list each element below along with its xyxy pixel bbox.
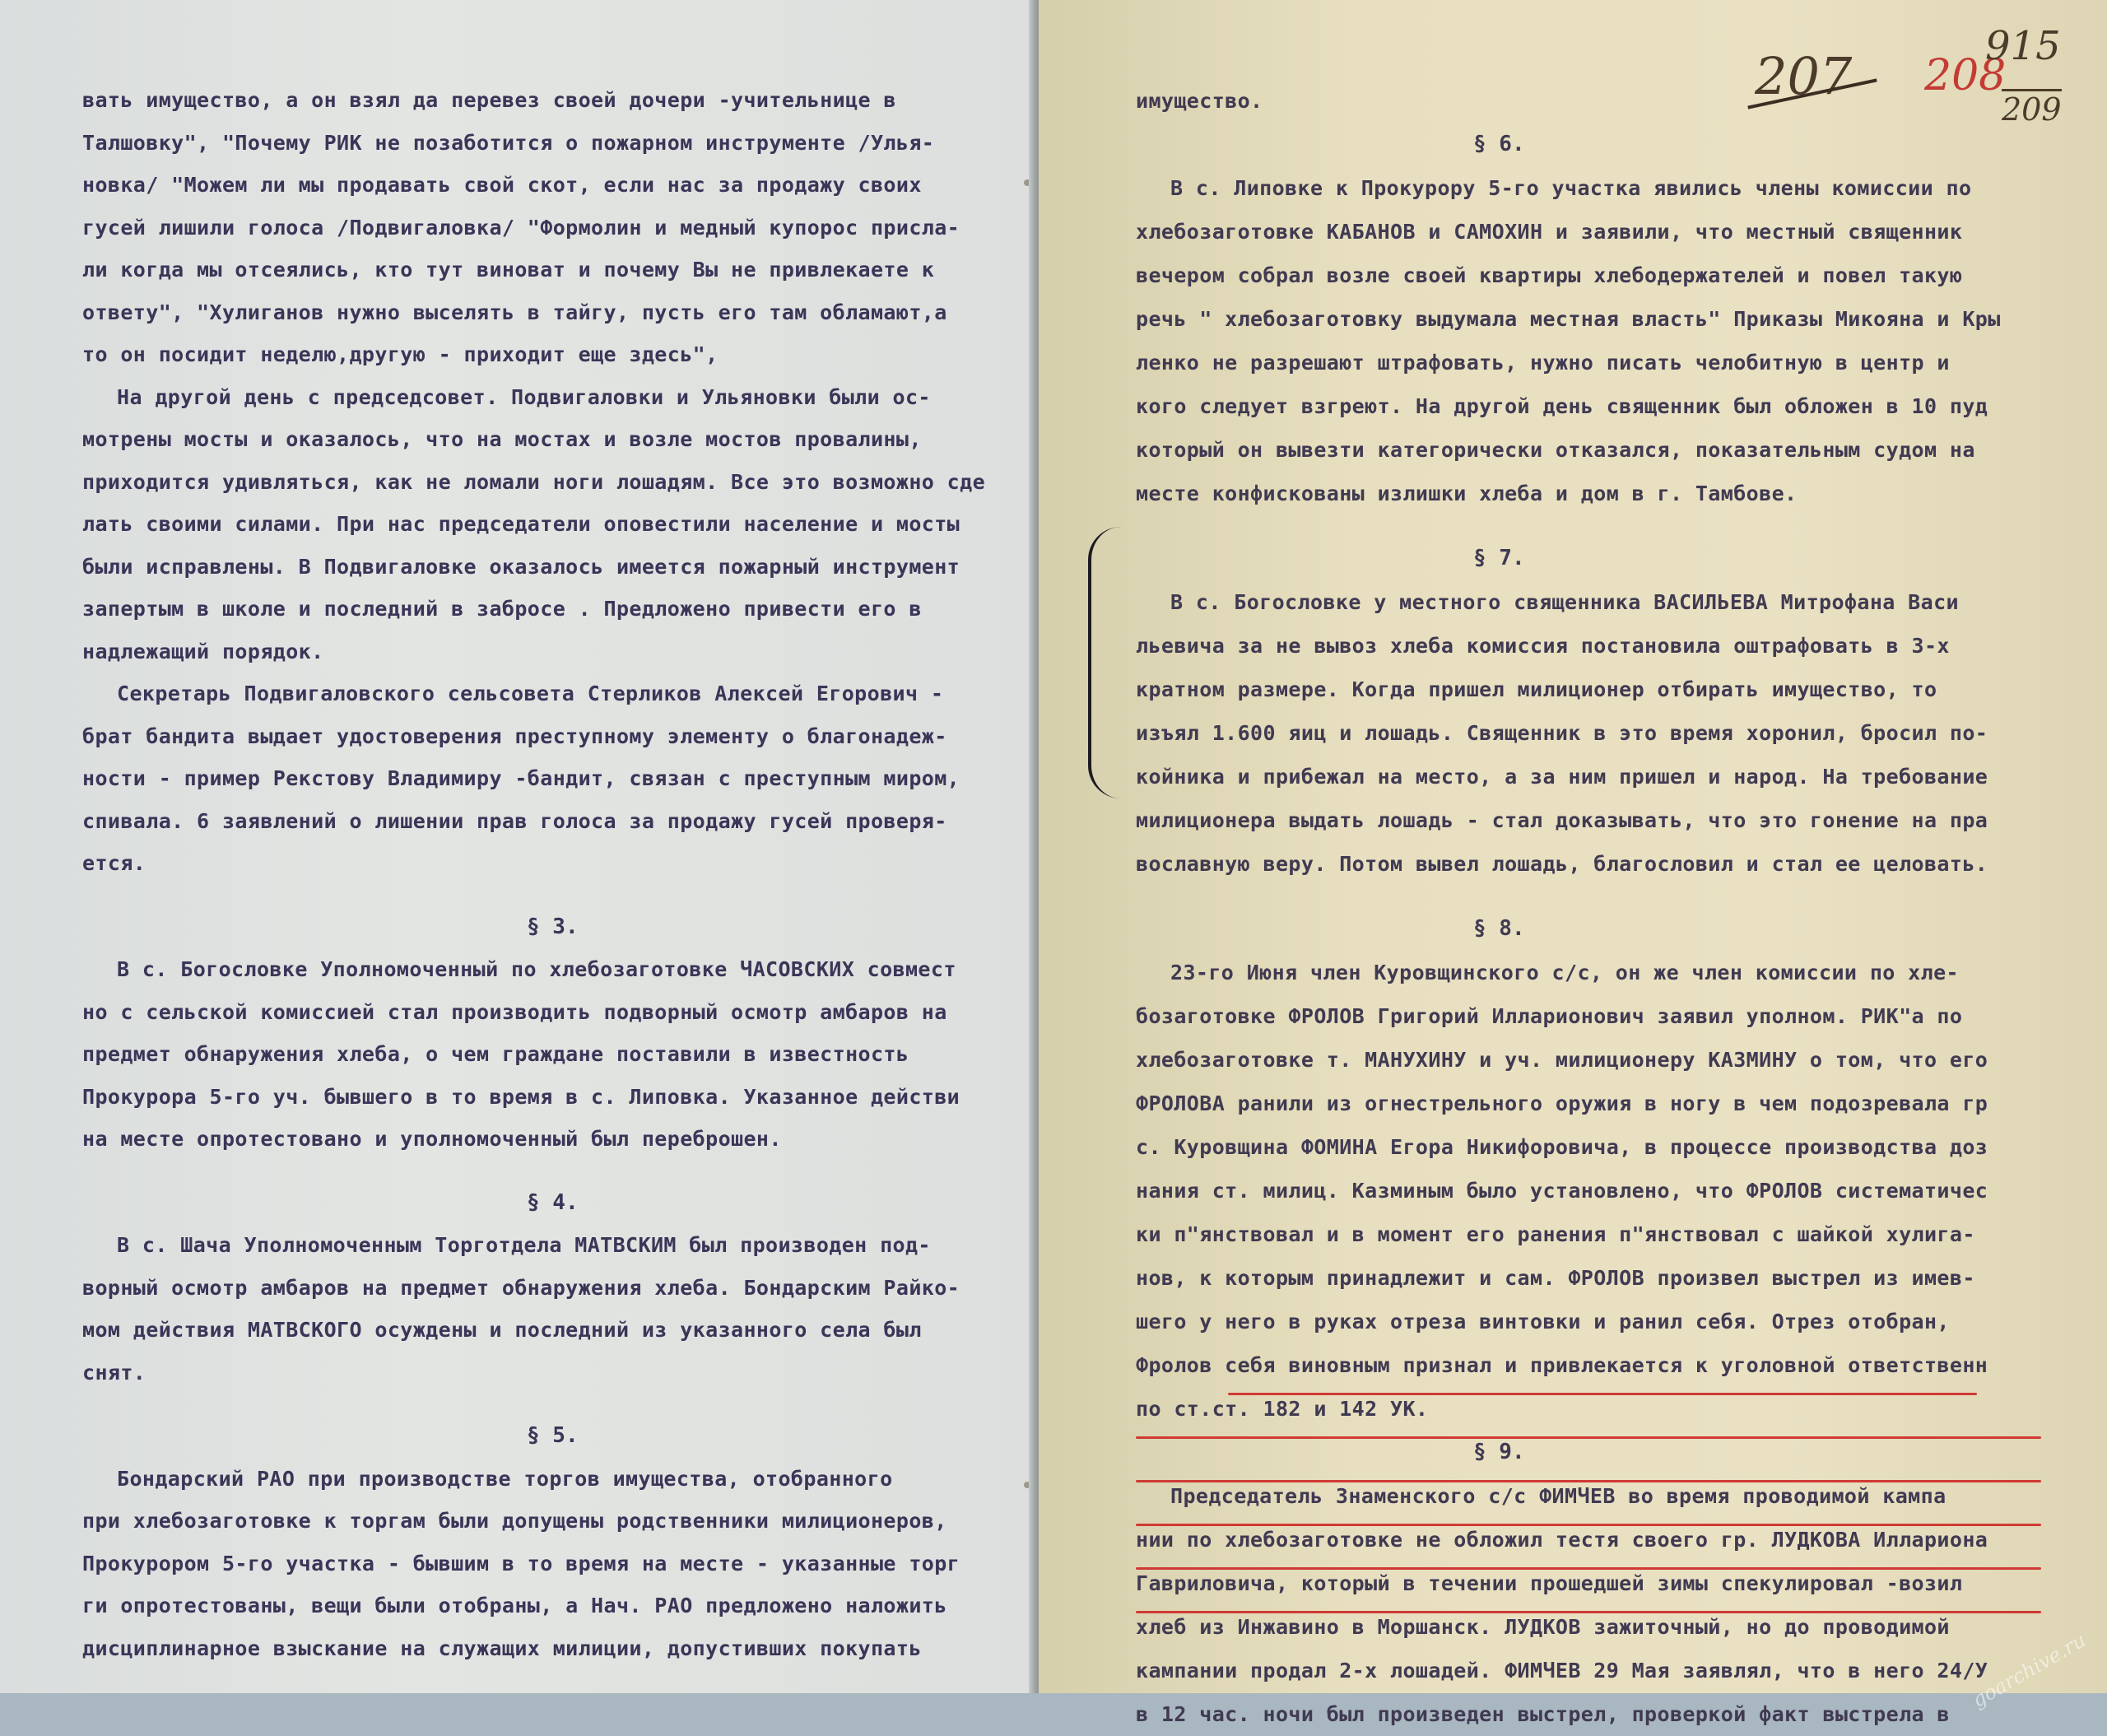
- text-line: В с. Липовке к Прокурору 5-го участка явились члены комиссии по: [1170, 176, 1972, 200]
- red-underline: [1136, 1567, 2041, 1570]
- text-line: 23-го Июня член Куровщинского с/с, он же член комиссии по хле-: [1170, 961, 1959, 984]
- text-line: милиционера выдать лошадь - стал доказывать, что это гонение на пра: [1136, 808, 1988, 832]
- text-line: В с. Шача Уполномоченным Торготдела МАТВСКИМ был производен под-: [117, 1233, 931, 1257]
- text-line: имущество.: [1136, 89, 1263, 113]
- text-line: льевича за не вывоз хлеба комиссия постановила оштрафовать в 3-х: [1136, 634, 1950, 658]
- text-line: запертым в школе и последний в забросе . Предложено привести его в: [82, 597, 922, 621]
- text-line: хлебозаготовке т. МАНУХИНУ и уч. милиционеру КАЗМИНУ о том, что его: [1136, 1048, 1988, 1072]
- text-line: надлежащий порядок.: [82, 639, 324, 663]
- text-line: бозаготовке ФРОЛОВ Григорий Илларионович заявил уполном. РИК"а по: [1136, 1004, 1963, 1028]
- text-line: Секретарь Подвигаловского сельсовета Стерликов Алексей Егорович -: [117, 682, 944, 705]
- text-line: кампании продал 2-х лошадей. ФИМЧЕВ 29 Мая заявлял, что в него 24/У: [1136, 1659, 1988, 1682]
- text-line: ленко не разрешают штрафовать, нужно писать челобитную в центр и: [1136, 351, 1950, 375]
- text-line: ФРОЛОВА ранили из огнестрельного оружия в ногу в чем подозревала гр: [1136, 1091, 1988, 1115]
- text-line: гусей лишили голоса /Подвигаловка/ "Формолин и медный купорос присла-: [82, 215, 960, 240]
- text-line: ки п"янствовал и в момент его ранения п"янствовал с шайкой хулига-: [1136, 1222, 1975, 1246]
- text-line: Прокурором 5-го участка - бывшим в то время на месте - указанные торг: [82, 1551, 960, 1575]
- text-line: по ст.ст. 182 и 142 УК.: [1136, 1397, 1429, 1421]
- right-page: [1039, 0, 2107, 1726]
- right-page-text: [1136, 79, 2074, 1736]
- archive-number-top: 915: [1985, 23, 2061, 69]
- margin-bracket-mark: [1088, 527, 1124, 798]
- archive-number-crossed: 207: [1755, 46, 1853, 106]
- archive-number-fraction: 209: [2002, 89, 2062, 128]
- text-line: дисциплинарное взыскание на служащих милиции, допустивших покупать: [82, 1636, 922, 1660]
- text-line: шего у него в руках отреза винтовки и ранил себя. Отрез отобран,: [1136, 1310, 1950, 1333]
- section-heading-4: § 4.: [527, 1189, 579, 1215]
- red-underline: [1136, 1436, 2041, 1439]
- text-line: койника и прибежал на место, а за ним пришел и народ. На требование: [1136, 765, 1988, 789]
- text-line: В с. Богословке у местного священника ВАСИЛЬЕВА Митрофана Васи: [1170, 590, 1959, 614]
- red-underline: [1228, 1393, 1977, 1395]
- text-line: вечером собрал возле своей квартиры хлебодержателей и повел такую: [1136, 263, 1963, 287]
- archive-number-red: 208: [1924, 51, 2007, 100]
- text-line: хлеб из Инжавино в Моршанск. ЛУДКОВ зажиточный, но до проводимой: [1136, 1615, 1950, 1639]
- spacer: [1136, 886, 2074, 907]
- text-line: вать имущество, а он взял да перевез своей дочери -учительнице в: [82, 88, 896, 112]
- left-page-text: [82, 79, 1002, 1669]
- text-line: изъял 1.600 яиц и лошадь. Священник в это время хоронил, бросил по-: [1136, 721, 1988, 745]
- text-line: Фролов себя виновным признал и привлекается к уголовной ответственн: [1136, 1353, 1988, 1377]
- text-line: то он посидит неделю,другую - приходит еще здесь",: [82, 342, 719, 366]
- text-line: Прокурора 5-го уч. бывшего в то время в с. Липовка. Указанное действи: [82, 1084, 960, 1109]
- watermark: goarchive.ru: [1967, 1628, 2090, 1712]
- text-line: снят.: [82, 1360, 147, 1385]
- spacer: [1136, 515, 2074, 537]
- text-line: ответу", "Хулиганов нужно выселять в тайгу, пусть его там обламают,а: [82, 300, 947, 324]
- text-line: нии по хлебозаготовке не обложил тестя своего гр. ЛУДКОВА Иллариона: [1136, 1528, 1988, 1552]
- text-line: с. Куровщина ФОМИНА Егора Никифоровича, в процессе производства доз: [1136, 1135, 1988, 1159]
- text-line: на месте опротестовано и уполномоченный был переброшен.: [82, 1127, 782, 1151]
- text-line: Председатель Знаменского с/с ФИМЧЕВ во время проводимой кампа: [1170, 1484, 1947, 1508]
- text-line: ности - пример Рекстову Владимиру -бандит, связан с преступным миром,: [82, 766, 960, 790]
- section-heading-8: § 8.: [1473, 916, 1525, 941]
- spacer: [82, 1161, 1002, 1182]
- text-line: вославную веру. Потом вывел лошадь, благословил и стал ее целовать.: [1136, 852, 1988, 876]
- text-line: который он вывезти категорически отказался, показательным судом на: [1136, 438, 1975, 462]
- text-line: в 12 час. ночи был произведен выстрел, проверкой факт выстрела в: [1136, 1702, 1950, 1726]
- red-underline: [1136, 1480, 2041, 1482]
- left-page: [0, 0, 1039, 1693]
- text-line: ги опротестованы, вещи были отобраны, а Нач. РАО предложено наложить: [82, 1594, 947, 1617]
- text-line: нов, к которым принадлежит и сам. ФРОЛОВ произвел выстрел из имев-: [1136, 1266, 1975, 1290]
- section-heading-6: § 6.: [1473, 132, 1525, 156]
- text-line: месте конфискованы излишки хлеба и дом в г. Тамбове.: [1136, 482, 1798, 505]
- text-line: На другой день с председсовет. Подвигаловки и Ульяновки были ос-: [117, 384, 931, 409]
- text-line: ли когда мы отсеялись, кто тут виноват и почему Вы не привлекаете к: [82, 258, 935, 282]
- text-line: Бондарский РАО при производстве торгов имущества, отобранного: [117, 1466, 893, 1491]
- text-line: лать своими силами. При нас председатели оповестили население и мосты: [82, 512, 960, 536]
- section-heading-5: § 5.: [527, 1423, 579, 1448]
- section-heading-3: § 3.: [527, 914, 579, 939]
- section-heading-9: § 9.: [1473, 1440, 1525, 1464]
- text-line: мотрены мосты и оказалось, что на мостах и возле мостов провалины,: [82, 427, 922, 451]
- text-line: кратном размере. Когда пришел милиционер отбирать имущество, то: [1136, 677, 1937, 701]
- text-line: кого следует взгреют. На другой день священник был обложен в 10 пуд: [1136, 394, 1988, 418]
- text-line: хлебозаготовке КАБАНОВ и САМОХИН и заявили, что местный священник: [1136, 220, 1963, 244]
- section-heading-7: § 7.: [1473, 546, 1525, 570]
- text-line: мом действия МАТВСКОГО осуждены и последний из указанного села был: [82, 1318, 922, 1342]
- spacer: [82, 885, 1002, 906]
- red-underline: [1136, 1524, 2041, 1526]
- text-line: Талшовку", "Почему РИК не позаботится о пожарном инструменте /Улья-: [82, 130, 935, 155]
- text-line: нания ст. милиц. Казминым было установлено, что ФРОЛОВ систематичес: [1136, 1179, 1988, 1203]
- text-line: речь " хлебозаготовку выдумала местная власть" Приказы Микояна и Кры: [1136, 307, 2001, 331]
- text-line: при хлебозаготовке к торгам были допущены родственники милиционеров,: [82, 1509, 947, 1533]
- text-line: спивала. 6 заявлений о лишении прав голоса за продажу гусей проверя-: [82, 808, 947, 833]
- text-line: предмет обнаружения хлеба, о чем граждане поставили в известность: [82, 1042, 909, 1066]
- spacer: [82, 1394, 1002, 1415]
- text-line: ется.: [82, 851, 147, 875]
- text-line: приходится удивляться, как не ломали ноги лошадям. Все это возможно сде: [82, 469, 986, 494]
- text-line: ворный осмотр амбаров на предмет обнаружения хлеба. Бондарским Райко-: [82, 1275, 960, 1300]
- red-underline: [1136, 1611, 2041, 1613]
- text-line: новка/ "Можем ли мы продавать свой скот, если нас за продажу своих: [82, 173, 922, 197]
- text-line: были исправлены. В Подвигаловке оказалось имеется пожарный инструмент: [82, 554, 960, 579]
- text-line: В с. Богословке Уполномоченный по хлебозаготовке ЧАСОВСКИХ совмест: [117, 957, 956, 981]
- text-line: но с сельской комиссией стал производить подворный осмотр амбаров на: [82, 999, 947, 1024]
- text-line: Гавриловича, который в течении прошедшей зимы спекулировал -возил: [1136, 1571, 1963, 1595]
- text-line: брат бандита выдает удостоверения преступному элементу о благонадеж-: [82, 724, 947, 748]
